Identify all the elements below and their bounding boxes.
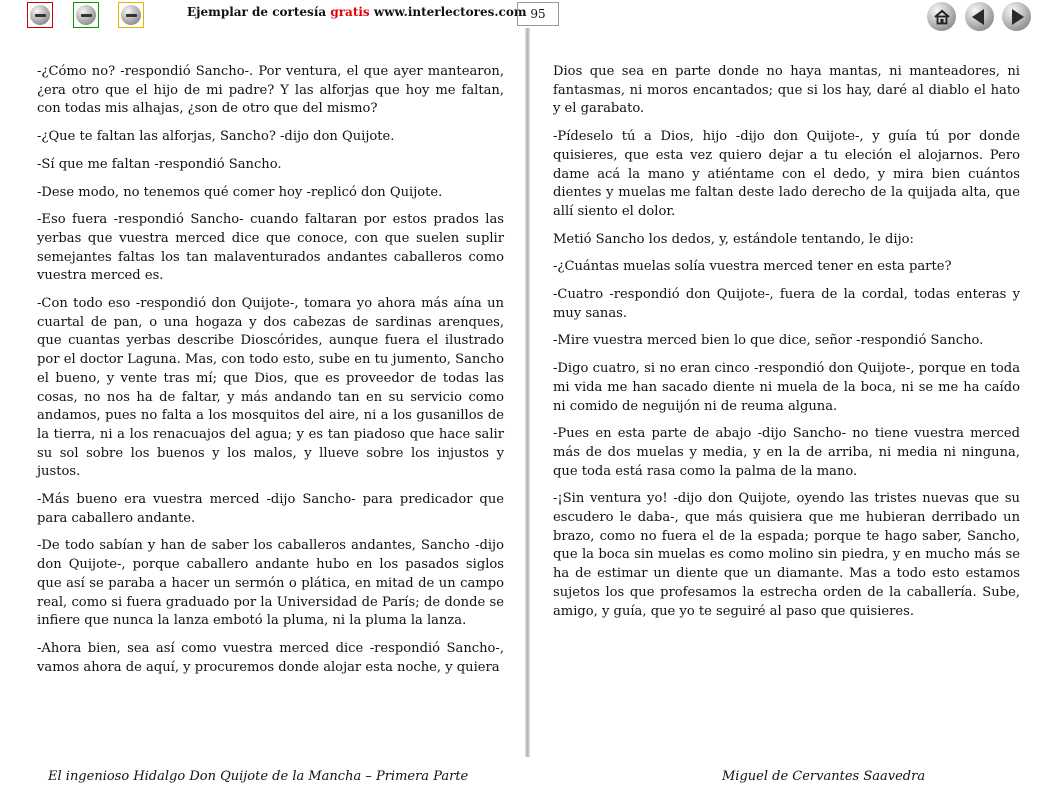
paragraph: -¿Cuántas muelas solía vuestra merced tener en esta parte? bbox=[553, 259, 952, 275]
minus-button-green[interactable] bbox=[73, 2, 99, 28]
right-text-column bbox=[553, 63, 1020, 630]
paragraph: -Cuatro -respondió don Quijote-, fuera de la cordal, todas enteras y muy sanas. bbox=[553, 287, 1020, 321]
paragraph: -Dese modo, no tenemos qué comer hoy -replicó don Quijote. bbox=[37, 184, 443, 200]
paragraph: -Sí que me faltan -respondió Sancho. bbox=[37, 156, 282, 172]
left-text-column bbox=[37, 63, 504, 686]
paragraph: -¿Cómo no? -respondió Sancho-. Por ventura, el que ayer mantearon, ¿era otro que el hijo de mi padre? Y las alforjas que hoy me faltan, con todas mis alhajas, ¿son de otro que del mismo? bbox=[37, 64, 504, 117]
paragraph: -De todo sabían y han de saber los caballeros andantes, Sancho -dijo don Quijote-, porque caballero andante hubo en los pasados siglos que así se paraba a hacer un sermón o plática, en mitad de un campo real, como si fuera graduado por la Universidad de París; de donde se infiere que nunca la lanza embotó la pluma, ni la pluma la lanza. bbox=[37, 538, 504, 629]
page-divider bbox=[525, 28, 530, 757]
paragraph: -¡Sin ventura yo! -dijo don Quijote, oyendo las tristes nuevas que su escudero le daba-, que más quisiera que me hubieran derribado un brazo, como no fuera el de la espada; porque te hago saber, Sancho, que la boca sin muelas es como molino sin piedra, y en mucho más se ha de estimar un diente que un diamante. Mas a todo esto estamos sujetos los que profesamos la estrecha orden de la caballería. Sube, amigo, y guía, que yo te seguiré al paso que quisieres. bbox=[553, 491, 1020, 619]
paragraph: -Ahora bien, sea así como vuestra merced dice -respondió Sancho-, vamos ahora de aquí, y procuremos donde alojar esta noche, y quiera bbox=[37, 640, 504, 675]
paragraph: -¿Que te faltan las alforjas, Sancho? -dijo don Quijote. bbox=[37, 129, 395, 145]
arrow-left-icon bbox=[972, 9, 984, 25]
courtesy-header bbox=[187, 5, 527, 19]
home-button[interactable] bbox=[927, 2, 956, 31]
paragraph: -Mire vuestra merced bien lo que dice, señor -respondió Sancho. bbox=[553, 333, 984, 349]
minus-icon bbox=[76, 5, 96, 25]
footer-author: Miguel de Cervantes Saavedra bbox=[722, 769, 926, 784]
minus-icon bbox=[121, 5, 141, 25]
paragraph: Metió Sancho los dedos, y, estándole tentando, le dijo: bbox=[553, 231, 914, 247]
courtesy-highlight: gratis bbox=[330, 5, 370, 19]
paragraph: -Más bueno era vuestra merced -dijo Sancho- para predicador que para caballero andante. bbox=[37, 492, 504, 526]
paragraph: Dios que sea en parte donde no haya mantas, ni manteadores, ni fantasmas, ni moros encantados; que si los hay, daré al diablo el hato y el garabato. bbox=[553, 64, 1020, 117]
next-page-button[interactable] bbox=[1002, 2, 1031, 31]
paragraph: -Digo cuatro, si no eran cinco -respondió don Quijote-, porque en toda mi vida me han sacado diente ni muela de la boca, ni se me ha caído ni comido de neguijón ni de reuma alguna. bbox=[553, 361, 1020, 414]
minus-button-red[interactable] bbox=[27, 2, 53, 28]
arrow-right-icon bbox=[1012, 9, 1024, 25]
courtesy-prefix: Ejemplar de cortesía bbox=[187, 5, 331, 19]
paragraph: -Eso fuera -respondió Sancho- cuando faltaran por estos prados las yerbas que vuestra merced dice que conoce, con que suelen suplir semejantes faltas los tan malaventurados andantes caballeros como vuestra merced es. bbox=[37, 212, 504, 284]
home-icon bbox=[933, 8, 951, 26]
footer-book-title: El ingenioso Hidalgo Don Quijote de la Mancha – Primera Parte bbox=[48, 769, 469, 784]
paragraph: -Pues en esta parte de abajo -dijo Sancho- no tiene vuestra merced más de dos muelas y media, y en la de arriba, ni media ni ninguna, que toda está rasa como la palma de la mano. bbox=[553, 426, 1020, 479]
minus-icon bbox=[30, 5, 50, 25]
courtesy-url[interactable]: www.interlectores.com bbox=[369, 5, 527, 19]
paragraph: -Con todo eso -respondió don Quijote-, tomara yo ahora más aína un cuartal de pan, o una hogaza y dos cabezas de sardinas arenques, que cuantas yerbas describe Dioscórides, aunque fuera el ilustrado por el doctor Laguna. Mas, con todo esto, sube en tu jumento, Sancho el bueno, y vente tras mí; que Dios, que es proveedor de todas las cosas, no nos ha de faltar, y más andando tan en su servicio como andamos, pues no falta a los mosquitos del aire, ni a los gusanillos de la tierra, ni a los renacuajos del agua; y es tan piadoso que hace salir su sol sobre los buenos y los malos, y llueve sobre los injustos y justos. bbox=[37, 296, 504, 480]
paragraph: -Pídeselo tú a Dios, hijo -dijo don Quijote-, y guía tú por donde quisieres, que esta vez quiero dejar a tu eleción el alojarnos. Pero dame acá la mano y atiéntame con el dedo, y mira bien cuántos dientes y muelas me faltan deste lado derecho de la quijada alta, que allí siento el dolor. bbox=[553, 129, 1020, 219]
minus-button-yellow[interactable] bbox=[118, 2, 144, 28]
page-number: 95 bbox=[517, 2, 559, 26]
previous-page-button[interactable] bbox=[965, 2, 994, 31]
